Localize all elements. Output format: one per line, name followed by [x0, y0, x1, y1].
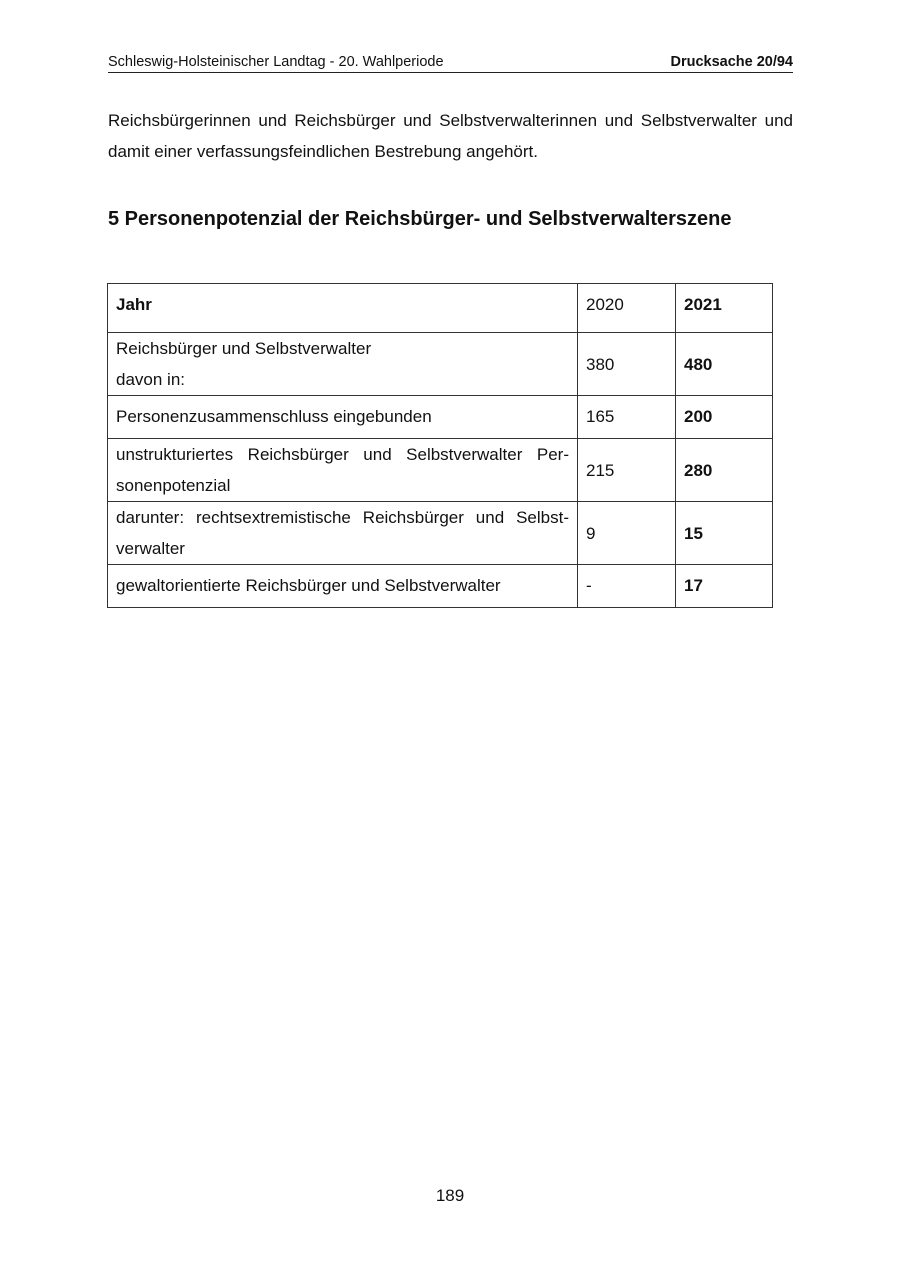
section-heading: 5 Personenpotenzial der Reichsbürger- und Selbstverwalterszene [108, 208, 732, 230]
row-label [108, 333, 578, 396]
value-2021: 200 [676, 396, 773, 439]
row-label: unstrukturiertes Reichsbürger und Selbstverwalter Per-sonenpotenzial [108, 439, 578, 502]
table-row [108, 396, 773, 439]
value-2020: 9 [578, 502, 676, 565]
column-header-year: Jahr [108, 284, 578, 333]
row-label-line: davon in: [116, 370, 185, 389]
table-row [108, 502, 773, 565]
table-row [108, 439, 773, 502]
value-2021: 15 [676, 502, 773, 565]
header-title: Schleswig-Holsteinischer Landtag - 20. Wahlperiode [108, 54, 444, 70]
page-number: 189 [435, 1186, 465, 1205]
value-2020: 380 [578, 333, 676, 396]
row-label: darunter: rechtsextremistische Reichsbürger und Selbst-verwalter [108, 502, 578, 565]
table-row [108, 565, 773, 608]
column-header-2021: 2021 [676, 284, 773, 333]
page-header [108, 54, 793, 73]
document-number: Drucksache 20/94 [670, 54, 793, 70]
value-2020: - [578, 565, 676, 608]
value-2021: 480 [676, 333, 773, 396]
body-paragraph: Reichsbürgerinnen und Reichsbürger und Selbstverwalterinnen und Selbstverwalter und damit einer verfassungsfeindlichen Bestrebung angehört. [108, 111, 793, 161]
row-label: Personenzusammenschluss eingebunden [108, 396, 578, 439]
data-table [107, 283, 773, 608]
table-header-row [108, 284, 773, 333]
value-2020: 215 [578, 439, 676, 502]
value-2020: 165 [578, 396, 676, 439]
row-label-line: Reichsbürger und Selbstverwalter [116, 339, 372, 358]
row-label: gewaltorientierte Reichsbürger und Selbstverwalter [108, 565, 578, 608]
table-row [108, 333, 773, 396]
column-header-2020: 2020 [578, 284, 676, 333]
value-2021: 280 [676, 439, 773, 502]
value-2021: 17 [676, 565, 773, 608]
